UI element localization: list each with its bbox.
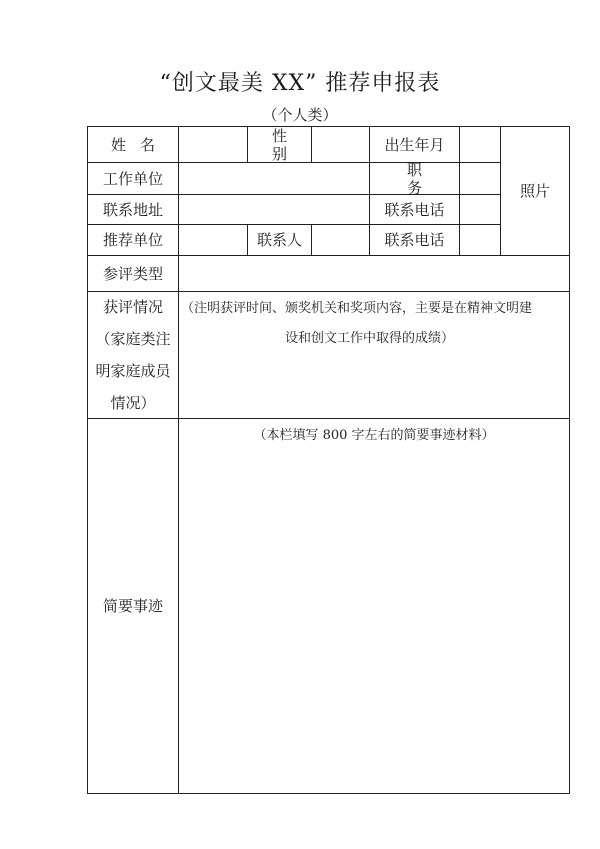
recommender-value-field[interactable] [179, 225, 247, 255]
application-form-table [87, 126, 570, 794]
contact-phone-label: 联系电话 [384, 231, 445, 249]
category-value-field[interactable] [179, 256, 569, 291]
deeds-value-field[interactable] [179, 419, 569, 793]
address-label: 联系地址 [102, 200, 163, 219]
awards-label [88, 291, 178, 419]
phone-value-field[interactable] [460, 195, 500, 224]
awards-label-line: 获评情况 [102, 298, 163, 316]
gender-label-text: 性别 [271, 126, 301, 163]
photo-label: 照片 [519, 182, 550, 200]
position-value-field[interactable] [460, 163, 500, 194]
form-title: “创文最美 XX” 推荐申报表 [159, 71, 441, 96]
table-border-bottom [87, 793, 570, 794]
gender-label [248, 127, 311, 162]
table-border-right [569, 126, 570, 794]
phone-label: 联系电话 [384, 200, 445, 219]
awards-note-line: （注明获评时间、颁奖机关和奖项内容，主要是在精神文明建 [181, 301, 533, 316]
work-unit-label: 工作单位 [102, 169, 163, 188]
gender-value-field[interactable] [312, 127, 369, 162]
contact-phone-value-field[interactable] [460, 225, 500, 255]
birth-date-value-field[interactable] [460, 127, 500, 162]
awards-value-field[interactable] [181, 294, 569, 354]
contact-person-label: 联系人 [256, 231, 302, 249]
address-value-field[interactable] [179, 195, 369, 224]
position-label-text: 职务 [406, 160, 444, 197]
awards-label-line: （家庭类注 [95, 330, 171, 348]
position-label [370, 160, 459, 197]
deeds-label: 简要事迹 [102, 597, 163, 615]
recommender-label: 推荐单位 [102, 231, 163, 249]
awards-label-line: 明家庭成员 [95, 362, 171, 380]
awards-note-line: 设和创文工作中取得的成绩） [285, 331, 455, 346]
photo-slot[interactable] [501, 127, 569, 255]
awards-label-line: 情况） [110, 394, 156, 412]
birth-date-label: 出生年月 [384, 135, 445, 154]
name-label [88, 127, 178, 162]
work-unit-value-field[interactable] [179, 163, 369, 194]
category-label: 参评类型 [102, 264, 163, 283]
form-subtitle: （个人类） [262, 106, 338, 124]
name-label-text: 姓名 [110, 135, 169, 154]
contact-person-value-field[interactable] [312, 225, 369, 255]
name-value-field[interactable] [179, 127, 247, 162]
deeds-note: （本栏填写 800 字左右的简要事迹材料） [253, 428, 495, 443]
